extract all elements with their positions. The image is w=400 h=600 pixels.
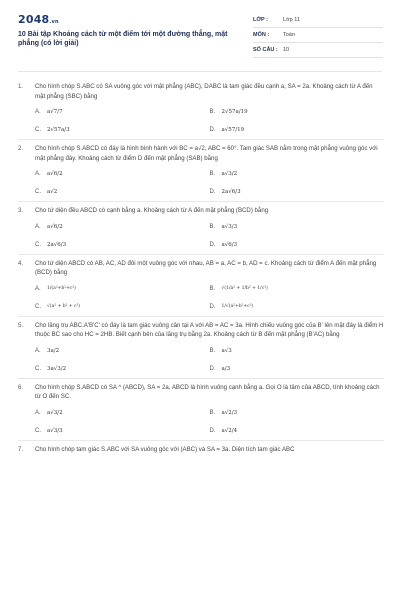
answer-option[interactable] — [35, 121, 210, 139]
answer-option[interactable] — [35, 218, 210, 236]
option-value: 1/(a²+b²+c²) — [47, 286, 76, 291]
option-label: A. — [35, 285, 41, 292]
meta-value: 10 — [283, 47, 290, 53]
question-text: Cho hình chóp S.ABCD có đáy là hình bình hành với BC = a√2, ABC = 60°. Tam giác SAB nằm trong mặt phẳng vuông góc với mặt phẳng đáy. Khoảng cách từ điểm D đến mặt phẳng (SAB) bằng — [35, 145, 378, 162]
option-value: a√6/2 — [47, 171, 63, 177]
option-value: 2a√6/3 — [47, 241, 67, 248]
meta-key: LỚP : — [253, 17, 268, 23]
question-text: Cho hình chóp S.ABCD có SA ^ (ABCD), SA = 2a, ABCD là hình vuông cạnh bằng a. Gọi O là tâm của ABCD, tính khoảng cách từ O đến SC. — [35, 383, 380, 400]
logo-text: 2048 — [18, 13, 50, 26]
answer-options — [35, 165, 384, 201]
answer-option[interactable] — [35, 103, 210, 121]
question-item — [18, 317, 384, 379]
question-stem — [18, 140, 384, 163]
answer-option[interactable] — [35, 236, 210, 254]
question-number: 6. — [18, 383, 24, 391]
option-label: A. — [35, 171, 41, 177]
option-label: B. — [209, 285, 216, 292]
option-label: C. — [35, 365, 41, 372]
answer-option[interactable] — [35, 422, 210, 440]
option-label: B. — [209, 409, 216, 416]
answer-options — [35, 342, 384, 378]
question-number: 1. — [18, 83, 24, 90]
answer-option[interactable] — [35, 165, 210, 183]
option-value: a√3/3 — [221, 223, 238, 230]
option-value: a√3/2 — [47, 409, 63, 416]
answer-option[interactable] — [35, 404, 210, 422]
answer-option[interactable] — [210, 280, 385, 298]
option-label: C. — [35, 427, 41, 434]
question-text: Cho tứ diện ABCD có AB, AC, AD đôi một vuông góc với nhau, AB = a, AC = b, AD = c. Khoảng cách từ điểm A đến mặt phẳng (BCD) bằng — [35, 259, 377, 276]
answer-option[interactable] — [210, 165, 385, 183]
answer-option[interactable] — [210, 236, 385, 254]
question-stem — [18, 317, 384, 340]
option-value: a√7/7 — [47, 109, 63, 115]
answer-options — [35, 218, 384, 254]
question-item — [18, 255, 384, 317]
meta-panel — [253, 13, 383, 58]
option-value: a√3 — [221, 347, 232, 354]
answer-option[interactable] — [210, 121, 385, 139]
question-text: Cho tứ diện đều ABCD có cạnh bằng a. Khoảng cách từ A đến mặt phẳng (BCD) bằng — [35, 207, 269, 214]
option-label: D. — [209, 365, 216, 372]
question-list — [18, 78, 384, 458]
option-value: √(a² + b² + c²) — [47, 304, 81, 309]
option-value: a√6/3 — [221, 241, 238, 248]
answer-option[interactable] — [35, 342, 210, 360]
question-item — [18, 202, 384, 255]
question-number: 4. — [18, 259, 24, 267]
site-logo[interactable] — [18, 13, 59, 26]
option-label: A. — [35, 347, 41, 354]
question-number: 5. — [18, 321, 24, 329]
option-value: 2a√6/3 — [221, 189, 241, 195]
option-value: a√2 — [47, 189, 58, 195]
option-label: C. — [35, 303, 41, 310]
option-value: a√2/4 — [221, 427, 238, 434]
question-text: Cho lăng trụ ABC.A'B'C' có đáy là tam giác vuông cân tại A với AB = AC = 3a. Hình chiếu vuông góc của B' lên mặt đáy là điểm H thuộc BC sao cho HC = 2HB. Biết cạnh bên của lăng trụ bằng 2a. Khoảng cách từ B đến mặt phẳng (B'AC) bằng — [35, 321, 384, 338]
answer-option[interactable] — [210, 360, 385, 378]
option-label: D. — [209, 189, 216, 195]
meta-value: Lớp 11 — [283, 17, 300, 23]
answer-option[interactable] — [210, 218, 385, 236]
option-value: √(1/a² + 1/b² + 1/c²) — [221, 286, 268, 291]
answer-options — [35, 404, 384, 440]
option-value: 3a/2 — [47, 347, 60, 354]
question-text: Cho hình chóp tam giác S.ABC với SA vuông góc với (ABC) và SA = 3a. Diện tích tam giác ABC — [35, 445, 295, 453]
option-value: 2√57a/3 — [47, 127, 70, 133]
option-label: C. — [35, 127, 41, 133]
option-value: a√6/2 — [47, 223, 63, 230]
option-label: A. — [35, 409, 41, 416]
answer-option[interactable] — [35, 298, 210, 316]
option-value: a√2/3 — [221, 409, 238, 416]
answer-option[interactable] — [35, 183, 210, 201]
answer-option[interactable] — [210, 422, 385, 440]
meta-row — [253, 43, 383, 58]
question-item — [18, 78, 384, 140]
logo-suffix: .vn — [49, 19, 59, 25]
question-number: 3. — [18, 207, 24, 214]
answer-option[interactable] — [35, 280, 210, 298]
option-value: a√3/2 — [221, 171, 238, 177]
option-label: C. — [35, 189, 41, 195]
answer-option[interactable] — [210, 404, 385, 422]
question-stem — [18, 202, 384, 216]
meta-value: Toán — [283, 32, 295, 38]
option-value: a√3/3 — [47, 427, 63, 434]
question-text: Cho hình chóp S.ABC có SA vuông góc với mặt phẳng (ABC), DABC là tam giác đều cạnh a, SA = 2a. Khoảng cách từ A đến mặt phẳng (SBC) bằng — [35, 83, 373, 100]
option-label: A. — [35, 109, 41, 115]
answer-option[interactable] — [35, 360, 210, 378]
option-value: a/3 — [221, 365, 231, 372]
meta-row — [253, 13, 383, 28]
option-label: B. — [209, 171, 216, 177]
option-value: a√57/19 — [221, 127, 245, 133]
option-label: D. — [209, 303, 216, 310]
option-label: B. — [209, 347, 216, 354]
answer-options — [35, 103, 384, 139]
option-label: B. — [209, 109, 216, 115]
option-label: D. — [209, 241, 216, 248]
header-divider — [18, 71, 382, 72]
question-item — [18, 379, 384, 441]
option-value: 2√57a/19 — [221, 109, 248, 115]
meta-key: MÔN : — [253, 32, 270, 38]
option-label: A. — [35, 223, 41, 230]
answer-option[interactable] — [210, 183, 385, 201]
option-label: C. — [35, 241, 41, 248]
question-item — [18, 140, 384, 202]
option-label: D. — [209, 127, 216, 133]
answer-options — [35, 280, 384, 316]
option-label: B. — [209, 223, 216, 230]
question-stem — [18, 379, 384, 402]
answer-option[interactable] — [210, 342, 385, 360]
question-number: 7. — [18, 445, 24, 453]
option-value: 1/√(a²+b²+c²) — [221, 304, 254, 309]
question-stem — [18, 78, 384, 101]
question-stem — [18, 441, 384, 455]
question-stem — [18, 255, 384, 278]
meta-row — [253, 28, 383, 43]
answer-option[interactable] — [210, 103, 385, 121]
meta-key: SỐ CÂU : — [253, 47, 278, 53]
document-title: 10 Bài tập Khoảng cách từ một điểm tới một đường thẳng, mặt phẳng (có lời giải) — [18, 31, 228, 47]
option-label: D. — [209, 427, 216, 434]
question-number: 2. — [18, 145, 24, 152]
header — [0, 0, 400, 62]
answer-option[interactable] — [210, 298, 385, 316]
question-item — [18, 441, 384, 459]
option-value: 3a√3/2 — [47, 365, 67, 372]
